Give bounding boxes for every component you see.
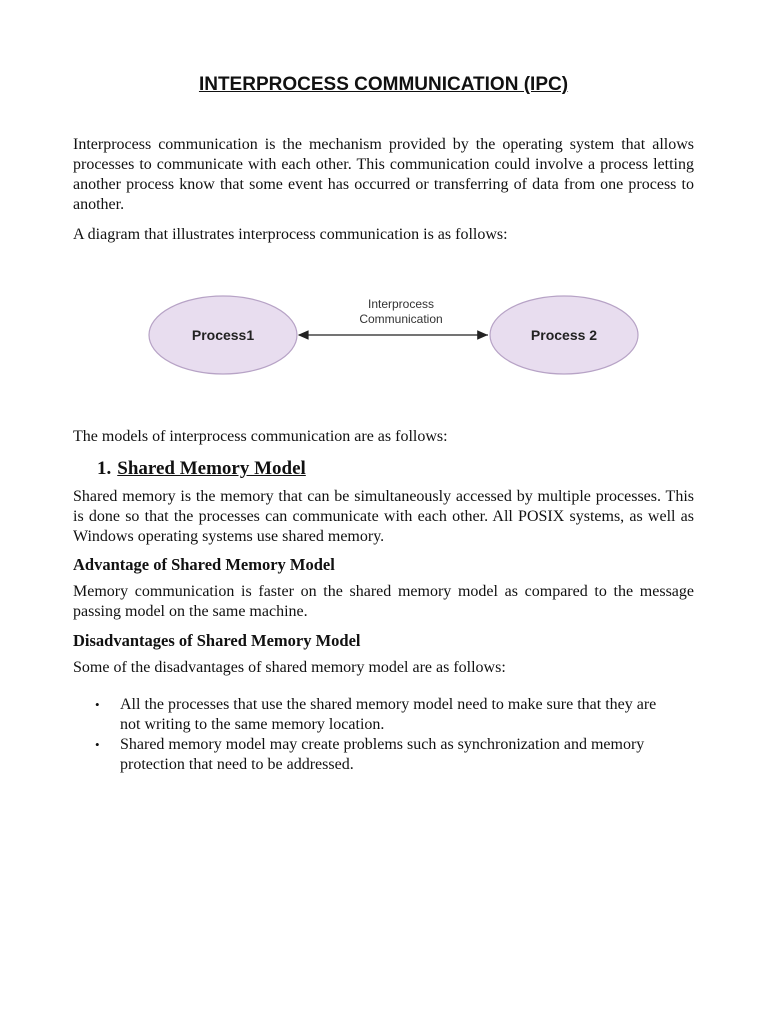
bullet-icon: •	[95, 697, 100, 712]
diagram-intro-paragraph: A diagram that illustrates interprocess communication is as follows:	[73, 226, 508, 243]
models-intro-paragraph: The models of interprocess communication are as follows:	[73, 428, 448, 445]
shared-memory-heading	[97, 457, 306, 481]
section-number: 1.	[97, 458, 112, 479]
page-title: INTERPROCESS COMMUNICATION (IPC)	[198, 74, 569, 95]
advantage-paragraph: Memory communication is faster on the shared memory model as compared to the message passing model on the same machine.	[73, 583, 694, 620]
advantage-heading: Advantage of Shared Memory Model	[73, 555, 335, 574]
list-item-text: All the processes that use the shared memory model need to make sure that they are not writing to the same memory location.	[120, 696, 657, 733]
intro-paragraph: Interprocess communication is the mechanism provided by the operating system that allows processes to communicate with each other. This communication could involve a process letting another process know that some event has occurred or transferring of data from one process to another.	[73, 136, 694, 213]
section-title: Shared Memory Model	[117, 458, 306, 479]
process2-label: Process 2	[530, 327, 598, 343]
list-item-text: Shared memory model may create problems such as synchronization and memory protection that need to be addressed.	[120, 736, 645, 773]
disadvantage-heading: Disadvantages of Shared Memory Model	[73, 631, 361, 650]
edge-label-line1: Interprocess	[367, 297, 435, 311]
edge-label-line2: Communication	[359, 312, 443, 326]
process1-label: Process1	[191, 327, 255, 343]
list-item	[73, 735, 672, 775]
list-item	[73, 695, 672, 735]
bullet-icon: •	[95, 737, 100, 752]
shared-memory-description: Shared memory is the memory that can be simultaneously accessed by multiple processes. This is done so that the processes can communicate with each other. All POSIX systems, as well as Windows operating systems use shared memory.	[73, 488, 694, 545]
disadvantages-list	[73, 695, 694, 775]
ipc-diagram	[73, 288, 694, 388]
disadvantage-intro-paragraph: Some of the disadvantages of shared memory model are as follows:	[73, 659, 506, 676]
